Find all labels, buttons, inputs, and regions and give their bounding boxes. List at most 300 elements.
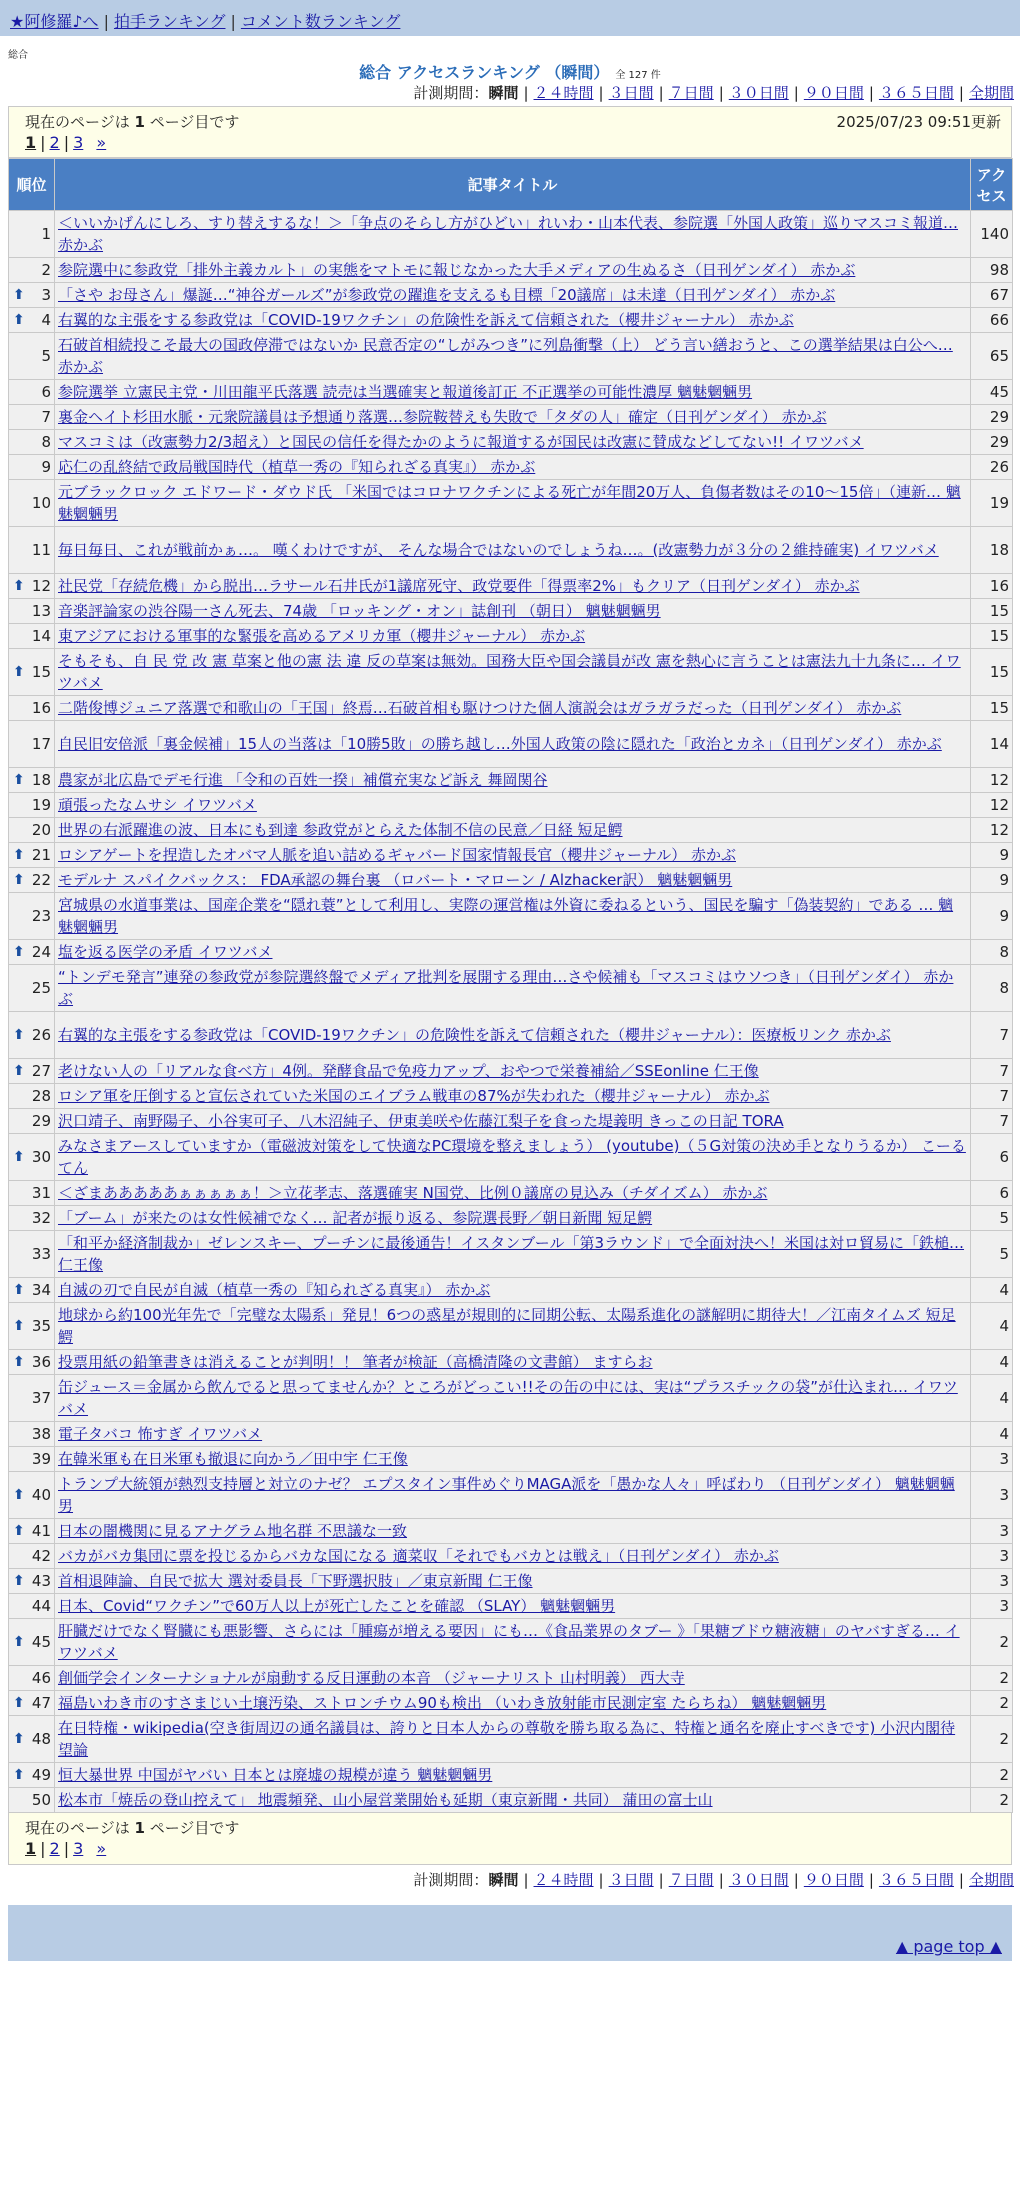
access-count: 15: [971, 696, 1013, 721]
article-link[interactable]: 在日特権・wikipedia(空き街周辺の通名議員は、誇りと日本人からの尊敬を勝ち取る為に、特権と通名を廃止すべきです) 小沢内閣待望論: [58, 1719, 956, 1759]
page-separator: [83, 133, 96, 152]
article-link[interactable]: 右翼的な主張をする参政党は「COVID-19ワクチン」の危険性を訴えて信頼された（櫻井ジャーナル） 赤かぶ: [58, 311, 794, 329]
rank-up-arrow-icon: ⬆: [13, 1027, 25, 1043]
rank-number: 18: [31, 771, 51, 789]
period-option-6[interactable]: 全期間: [968, 1871, 1014, 1889]
title-cell: [55, 1447, 971, 1472]
article-link[interactable]: 二階俊博ジュニア落選で和歌山の「王国」終焉…石破首相も駆けつけた個人演説会はガラガラだった（日刊ゲンダイ） 赤かぶ: [58, 699, 902, 717]
rank-cell: [9, 1763, 55, 1788]
period-option-1[interactable]: ３日間: [608, 84, 654, 102]
pager-bottom: [8, 1813, 1012, 1865]
table-row: [9, 333, 1013, 380]
article-link[interactable]: 元ブラックロック エドワード・ダウド氏 「米国ではコロナワクチンによる死亡が年間20万人、負傷者数はその10～15倍」（連新… 魑魅魍魎男: [58, 483, 961, 523]
rank-number: 12: [31, 577, 51, 595]
table-row: [9, 1716, 1013, 1763]
period-current: 瞬間: [488, 84, 519, 102]
period-separator: |: [718, 1871, 724, 1889]
table-row: [9, 1619, 1013, 1666]
table-row: [9, 1447, 1013, 1472]
period-separator: |: [658, 84, 664, 102]
period-separator: |: [718, 84, 724, 102]
article-link[interactable]: 社民党「存続危機」から脱出…ラサール石井氏が1議席死守、政党要件「得票率2%」もクリア（日刊ゲンダイ） 赤かぶ: [58, 577, 860, 595]
rank-number: 9: [41, 458, 51, 476]
rank-up-arrow-icon: ⬆: [13, 1149, 25, 1165]
rank-cell: [9, 868, 55, 893]
rank-number: 41: [31, 1522, 51, 1540]
table-row: [9, 1422, 1013, 1447]
access-count: 29: [971, 430, 1013, 455]
page-links: [25, 133, 995, 152]
table-row: [9, 965, 1013, 1012]
table-row: [9, 1569, 1013, 1594]
next-page-link[interactable]: »: [96, 133, 107, 152]
article-link[interactable]: 恒大暴世界 中国がヤバい 日本とは廃墟の規模が違う 魑魅魍魎男: [58, 1766, 493, 1784]
title-cell: [55, 1788, 971, 1813]
article-link[interactable]: 東アジアにおける軍事的な緊張を高めるアメリカ軍（櫻井ジャーナル） 赤かぶ: [58, 627, 586, 645]
title-cell: [55, 1472, 971, 1519]
article-link[interactable]: 投票用紙の鉛筆書きは消えることが判明！！ 筆者が検証（高橋清隆の文書館） ますらお: [58, 1353, 653, 1371]
title-cell: [55, 1231, 971, 1278]
article-link[interactable]: 福島いわき市のすさまじい土壌汚染、ストロンチウム90も検出 （いわき放射能市民測定室 たらちね） 魑魅魍魎男: [58, 1694, 827, 1712]
access-count: 2: [971, 1666, 1013, 1691]
table-row: [9, 1206, 1013, 1231]
period-separator: |: [523, 1871, 529, 1889]
article-link[interactable]: モデルナ スパイクバックス： FDA承認の舞台裏 （ロバート・マローン / Alzhacker訳） 魑魅魍魎男: [58, 871, 733, 889]
period-option-5[interactable]: ３６５日間: [878, 84, 954, 102]
title-cell: [55, 843, 971, 868]
rank-number: 19: [31, 796, 51, 814]
access-count: 7: [971, 1084, 1013, 1109]
access-count: 7: [971, 1109, 1013, 1134]
col-header-title: 記事タイトル: [55, 159, 971, 211]
access-count: 4: [971, 1422, 1013, 1447]
rank-up-arrow-icon: ⬆: [13, 1318, 25, 1334]
access-count: 14: [971, 721, 1013, 768]
rank-cell: [9, 1569, 55, 1594]
total-count: 全 127 件: [615, 70, 661, 81]
article-link[interactable]: 農家が北広島でデモ行進 「令和の百姓一揆」補償充実など訴え 舞岡関谷: [58, 771, 548, 789]
page-separator: |: [40, 133, 46, 152]
access-count: 6: [971, 1134, 1013, 1181]
home-link[interactable]: ★阿修羅♪へ: [10, 12, 99, 31]
access-count: 19: [971, 480, 1013, 527]
access-count: 4: [971, 1278, 1013, 1303]
access-count: 9: [971, 868, 1013, 893]
rank-number: 46: [31, 1669, 51, 1687]
title-cell: [55, 258, 971, 283]
period-option-0[interactable]: ２４時間: [533, 84, 594, 102]
title-cell: [55, 405, 971, 430]
article-link[interactable]: 松本市「焼岳の登山控えて」 地震頻発、山小屋営業開始も延期（東京新聞・共同） 蒲田の富士山: [58, 1791, 713, 1809]
period-separator: |: [598, 1871, 604, 1889]
period-option-4[interactable]: ９０日間: [803, 84, 864, 102]
rank-cell: [9, 1278, 55, 1303]
table-row: [9, 1109, 1013, 1134]
rank-number: 49: [31, 1766, 51, 1784]
table-row: [9, 868, 1013, 893]
table-row: [9, 793, 1013, 818]
rank-up-arrow-icon: ⬆: [13, 1731, 25, 1747]
table-row: [9, 211, 1013, 258]
article-link[interactable]: 塩を返る医学の矛盾 イワツバメ: [58, 943, 273, 961]
table-row: [9, 1134, 1013, 1181]
title-cell: [55, 1691, 971, 1716]
ranking-table: [8, 158, 1013, 1813]
access-count: 45: [971, 380, 1013, 405]
title-cell: [55, 283, 971, 308]
access-count: 8: [971, 940, 1013, 965]
rank-up-arrow-icon: ⬆: [13, 1573, 25, 1589]
rank-number: 50: [31, 1791, 51, 1809]
title-cell: [55, 696, 971, 721]
table-row: [9, 818, 1013, 843]
title-cell: [55, 1278, 971, 1303]
title-cell: [55, 1594, 971, 1619]
rank-cell: [9, 940, 55, 965]
rank-cell: [9, 283, 55, 308]
access-count: 7: [971, 1012, 1013, 1059]
table-row: [9, 1231, 1013, 1278]
table-row: [9, 649, 1013, 696]
table-row: [9, 258, 1013, 283]
rank-cell: [9, 308, 55, 333]
access-count: 66: [971, 308, 1013, 333]
rank-number: 21: [31, 846, 51, 864]
rank-number: 14: [31, 627, 51, 645]
title-cell: [55, 574, 971, 599]
title-cell: [55, 1519, 971, 1544]
table-row: [9, 1350, 1013, 1375]
period-option-0[interactable]: ２４時間: [533, 1871, 594, 1889]
period-separator: |: [793, 84, 799, 102]
table-row: [9, 696, 1013, 721]
title-cell: [55, 793, 971, 818]
rank-cell: [9, 1544, 55, 1569]
rank-number: 40: [31, 1486, 51, 1504]
article-link[interactable]: 日本の闇機関に見るアナグラム地名群 不思議な一致: [58, 1522, 408, 1540]
col-header-access: アクセス: [971, 159, 1013, 211]
next-page-link[interactable]: »: [96, 1839, 107, 1858]
rank-cell: [9, 1447, 55, 1472]
article-link[interactable]: 地球から約100光年先で「完璧な太陽系」発見！6つの惑星が規則的に同期公転、太陽系進化の謎解明に期待大！／江南タイムズ 短足鰐: [58, 1306, 956, 1346]
article-link[interactable]: 電子タバコ 怖すぎ イワツバメ: [58, 1425, 263, 1443]
rank-number: 39: [31, 1450, 51, 1468]
rank-number: 4: [41, 311, 51, 329]
page-link-2[interactable]: 2: [49, 133, 60, 152]
table-row: [9, 1594, 1013, 1619]
rank-cell: [9, 1134, 55, 1181]
rank-cell: [9, 1012, 55, 1059]
table-row: [9, 1278, 1013, 1303]
article-link[interactable]: 自滅の刃で自民が自滅（植草一秀の『知られざる真実』） 赤かぶ: [58, 1281, 491, 1299]
rank-number: 2: [41, 261, 51, 279]
article-link[interactable]: 裏金ヘイト杉田水脈・元衆院議員は予想通り落選…参院鞍替えも失敗で「タダの人」確定（日刊ゲンダイ） 赤かぶ: [58, 408, 827, 426]
period-separator: |: [958, 84, 964, 102]
access-count: 3: [971, 1472, 1013, 1519]
article-link[interactable]: 在韓米軍も在日米軍も撤退に向かう／田中宇 仁王像: [58, 1450, 408, 1468]
title-cell: [55, 868, 971, 893]
rank-cell: [9, 574, 55, 599]
rank-cell: [9, 1109, 55, 1134]
table-row: [9, 624, 1013, 649]
rank-cell: [9, 1059, 55, 1084]
current-page-number: 1: [134, 113, 145, 131]
title-cell: [55, 1716, 971, 1763]
page-top-link[interactable]: ▲ page top ▲: [895, 1937, 1002, 1956]
rank-cell: [9, 1084, 55, 1109]
table-row: [9, 1012, 1013, 1059]
period-separator: |: [958, 1871, 964, 1889]
title-cell: [55, 1619, 971, 1666]
table-row: [9, 1472, 1013, 1519]
article-link[interactable]: 缶ジュース＝金属から飲んでると思ってませんか？ところがどっこい!!その缶の中には、実は“プラスチックの袋”が仕込まれ… イワツバメ: [58, 1378, 958, 1418]
page-link-3[interactable]: 3: [73, 133, 84, 152]
article-link[interactable]: 参院選挙 立憲民主党・川田龍平氏落選 読売は当選確実と報道後訂正 不正選挙の可能性濃厚 魑魅魍魎男: [58, 383, 753, 401]
period-label: 計測期間：: [413, 84, 489, 102]
period-option-3[interactable]: ３０日間: [728, 1871, 789, 1889]
rank-number: 29: [31, 1112, 51, 1130]
table-row: [9, 430, 1013, 455]
access-count: 26: [971, 455, 1013, 480]
comment-ranking-link[interactable]: コメント数ランキング: [240, 12, 401, 31]
title-cell: [55, 333, 971, 380]
rank-up-arrow-icon: ⬆: [13, 664, 25, 680]
access-count: 16: [971, 574, 1013, 599]
rank-up-arrow-icon: ⬆: [13, 772, 25, 788]
title-cell: [55, 965, 971, 1012]
rank-cell: [9, 1206, 55, 1231]
article-link[interactable]: “トンデモ発言”連発の参政党が参院選終盤でメディア批判を展開する理由…さや候補も「マスコミはウソつき」（日刊ゲンダイ） 赤かぶ: [58, 968, 954, 1008]
title-cell: [55, 1422, 971, 1447]
rank-number: 27: [31, 1062, 51, 1080]
article-link[interactable]: 「さや お母さん」爆誕…“神谷ガールズ”が参政党の躍進を支えるも目標「20議席」は未達（日刊ゲンダイ） 赤かぶ: [58, 286, 836, 304]
table-row: [9, 308, 1013, 333]
rank-cell: [9, 1788, 55, 1813]
article-link[interactable]: ロシア軍を圧倒すると宣伝されていた米国のエイブラム戦車の87%が失われた（櫻井ジャーナル） 赤かぶ: [58, 1087, 770, 1105]
table-row: [9, 893, 1013, 940]
access-count: 4: [971, 1303, 1013, 1350]
page-separator: |: [40, 1839, 46, 1858]
rank-number: 33: [31, 1245, 51, 1263]
rank-number: 10: [31, 494, 51, 512]
page-current: 1: [25, 133, 37, 152]
table-row: [9, 1059, 1013, 1084]
rank-number: 5: [41, 347, 51, 365]
article-link[interactable]: 宮城県の水道事業は、国産企業を“隠れ蓑”として利用し、実際の運営権は外資に委ねるという、国民を騙す「偽装契約」である … 魑魅魍魎男: [58, 896, 954, 936]
title-cell: [55, 721, 971, 768]
access-count: 5: [971, 1206, 1013, 1231]
page-link-2[interactable]: 2: [49, 1839, 60, 1858]
access-count: 9: [971, 843, 1013, 868]
period-current: 瞬間: [488, 1871, 519, 1889]
article-link[interactable]: 「和平か経済制裁か」ゼレンスキー、プーチンに最後通告！イスタンブール「第3ラウンド」で全面対決へ！米国は対ロ貿易に「鉄槌… 仁王像: [58, 1234, 965, 1274]
title-cell: [55, 1350, 971, 1375]
rank-up-arrow-icon: ⬆: [13, 312, 25, 328]
access-count: 2: [971, 1691, 1013, 1716]
article-link[interactable]: そもそも、自 民 党 改 憲 草案と他の憲 法 違 反の草案は無効。国務大臣や国会議員が改 憲を熱心に言うことは憲法九十九条に… イワツバメ: [58, 652, 961, 692]
table-row: [9, 768, 1013, 793]
period-option-6[interactable]: 全期間: [968, 84, 1014, 102]
article-link[interactable]: ＜いいかげんにしろ、すり替えするな！＞「争点のそらし方がひどい」れいわ・山本代表、参院選「外国人政策」巡りマスコミ報道… 赤かぶ: [58, 214, 959, 254]
access-count: 9: [971, 893, 1013, 940]
rank-number: 25: [31, 979, 51, 997]
title-cell: [55, 1012, 971, 1059]
title-cell: [55, 455, 971, 480]
article-link[interactable]: 右翼的な主張をする参政党は「COVID-19ワクチン」の危険性を訴えて信頼された（櫻井ジャーナル）：医療板リンク 赤かぶ: [58, 1026, 891, 1044]
access-count: 12: [971, 768, 1013, 793]
article-link[interactable]: 沢口靖子、南野陽子、小谷実可子、八木沼純子、伊東美咲や佐藤江梨子を食った堤義明 きっこの日記 TORA: [58, 1112, 784, 1130]
rank-number: 26: [31, 1026, 51, 1044]
rank-number: 34: [31, 1281, 51, 1299]
article-link[interactable]: 頑張ったなムサシ イワツバメ: [58, 796, 257, 814]
rank-number: 11: [31, 541, 51, 559]
title-cell: [55, 1059, 971, 1084]
rank-number: 16: [31, 699, 51, 717]
article-link[interactable]: 首相退陣論、自民で拡大 選対委員長「下野選択肢」／東京新聞 仁王像: [58, 1572, 533, 1590]
access-count: 6: [971, 1181, 1013, 1206]
page-separator: |: [63, 1839, 70, 1858]
rank-cell: [9, 843, 55, 868]
article-link[interactable]: 参院選中に参政党「排外主義カルト」の実態をマトモに報じなかった大手メディアの生ぬるさ（日刊ゲンダイ） 赤かぶ: [58, 261, 856, 279]
article-link[interactable]: 世界の右派躍進の波、日本にも到達 参政党がとらえた体制不信の民意／日経 短足鰐: [58, 821, 623, 839]
access-count: 140: [971, 211, 1013, 258]
rank-up-arrow-icon: ⬆: [13, 578, 25, 594]
rank-number: 15: [31, 663, 51, 681]
title-cell: [55, 1181, 971, 1206]
article-link[interactable]: 創価学会インターナショナルが扇動する反日運動の本音 （ジャーナリスト 山村明義） 西大寺: [58, 1669, 685, 1687]
access-count: 15: [971, 624, 1013, 649]
table-row: [9, 1666, 1013, 1691]
rank-up-arrow-icon: ⬆: [13, 1354, 25, 1370]
access-count: 12: [971, 793, 1013, 818]
title-cell: [55, 380, 971, 405]
title-cell: [55, 768, 971, 793]
table-row: [9, 405, 1013, 430]
page-links: [25, 1839, 995, 1858]
article-link[interactable]: 応仁の乱終結で政局戦国時代（植草一秀の『知られざる真実』） 赤かぶ: [58, 458, 536, 476]
rank-cell: [9, 430, 55, 455]
rank-cell: [9, 1422, 55, 1447]
current-page-suffix: ページ目です: [149, 1819, 240, 1837]
period-option-4[interactable]: ９０日間: [803, 1871, 864, 1889]
rank-up-arrow-icon: ⬆: [13, 872, 25, 888]
period-option-1[interactable]: ３日間: [608, 1871, 654, 1889]
rank-cell: [9, 258, 55, 283]
rank-cell: [9, 1231, 55, 1278]
article-link[interactable]: 「ブーム」が来たのは女性候補でなく… 記者が振り返る、参院選長野／朝日新聞 短足鰐: [58, 1209, 653, 1227]
title-cell: [55, 624, 971, 649]
rank-number: 42: [31, 1547, 51, 1565]
period-selector-top: [0, 82, 1020, 106]
article-link[interactable]: 音楽評論家の渋谷陽一さん死去、74歳 「ロッキング・オン」誌創刊 （朝日） 魑魅魍魎男: [58, 602, 661, 620]
article-link[interactable]: マスコミは（改憲勢力2/3超え）と国民の信任を得たかのように報道するが国民は改憲に賛成などしてない!! イワツバメ: [58, 433, 864, 451]
rank-cell: [9, 1472, 55, 1519]
table-row: [9, 721, 1013, 768]
title-cell: [55, 308, 971, 333]
period-option-5[interactable]: ３６５日間: [878, 1871, 954, 1889]
article-link[interactable]: 肝臓だけでなく腎臓にも悪影響、さらには「腫瘍が増える要因」にも…《食品業界のタブー 》「果糖ブドウ糖液糖」のヤバすぎる… イワツバメ: [58, 1622, 960, 1662]
rank-cell: [9, 893, 55, 940]
rank-cell: [9, 624, 55, 649]
applause-ranking-link[interactable]: 拍手ランキング: [113, 12, 226, 31]
table-row: [9, 1519, 1013, 1544]
article-link[interactable]: 自民旧安倍派「裏金候補」15人の当落は「10勝5敗」の勝ち越し…外国人政策の陰に隠れた「政治とカネ」（日刊ゲンダイ） 赤かぶ: [58, 735, 942, 753]
rank-cell: [9, 333, 55, 380]
access-count: 12: [971, 818, 1013, 843]
col-header-rank: 順位: [9, 159, 55, 211]
table-row: [9, 1303, 1013, 1350]
period-option-2[interactable]: ７日間: [668, 1871, 714, 1889]
table-row: [9, 1544, 1013, 1569]
nav-separator: |: [103, 12, 109, 31]
period-option-3[interactable]: ３０日間: [728, 84, 789, 102]
access-count: 3: [971, 1569, 1013, 1594]
article-link[interactable]: 日本、Covid“ワクチン”で60万人以上が死亡したことを確認 （SLAY） 魑魅魍魎男: [58, 1597, 616, 1615]
access-count: 67: [971, 283, 1013, 308]
article-link[interactable]: 毎日毎日、これが戦前かぁ…。 嘆くわけですが、 そんな場合ではないのでしょうね…。(改憲勢力が３分の２維持確実) イワツバメ: [58, 541, 939, 559]
rank-cell: [9, 405, 55, 430]
title-cell: [55, 480, 971, 527]
period-separator: |: [868, 84, 874, 102]
title-cell: [55, 527, 971, 574]
rank-cell: [9, 1619, 55, 1666]
page-link-3[interactable]: 3: [73, 1839, 84, 1858]
access-count: 15: [971, 649, 1013, 696]
title-cell: [55, 1206, 971, 1231]
rank-cell: [9, 1594, 55, 1619]
rank-number: 38: [31, 1425, 51, 1443]
article-link[interactable]: バカがバカ集団に票を投じるからバカな国になる 適菜収「それでもバカとは戦え」（日刊ゲンダイ） 赤かぶ: [58, 1547, 779, 1565]
nav-separator: |: [230, 12, 236, 31]
rank-number: 20: [31, 821, 51, 839]
rank-cell: [9, 1350, 55, 1375]
access-count: 3: [971, 1447, 1013, 1472]
access-count: 8: [971, 965, 1013, 1012]
rank-up-arrow-icon: ⬆: [13, 1063, 25, 1079]
article-link[interactable]: 老けない人の「リアルな食べ方」4例。発酵食品で免疫力アップ、おやつで栄養補給／SSEonline 仁王像: [58, 1062, 759, 1080]
title-cell: [55, 1666, 971, 1691]
access-count: 3: [971, 1544, 1013, 1569]
access-count: 3: [971, 1594, 1013, 1619]
rank-number: 31: [31, 1184, 51, 1202]
bottom-bar: [8, 1905, 1012, 1935]
rank-up-arrow-icon: ⬆: [13, 287, 25, 303]
page-separator: |: [63, 133, 70, 152]
table-row: [9, 574, 1013, 599]
article-link[interactable]: みなさまアースしていますか（電磁波対策をして快適なPC環境を整えましょう） (youtube)（５G対策の決め手となりうるか） こーるてん: [58, 1137, 966, 1177]
rank-cell: [9, 768, 55, 793]
article-link[interactable]: トランプ大統領が熱烈支持層と対立のナゼ？ エプスタイン事件めぐりMAGA派を「愚かな人々」呼ばわり （日刊ゲンダイ） 魑魅魍魎男: [58, 1475, 955, 1515]
access-count: 2: [971, 1716, 1013, 1763]
article-link[interactable]: ＜ざまあああああぁぁぁぁぁ！＞立花孝志、落選確実 N国党、比例０議席の見込み（チダイズム） 赤かぶ: [58, 1184, 768, 1202]
rank-number: 35: [31, 1317, 51, 1335]
pagetop-bar: [8, 1935, 1012, 1961]
period-option-2[interactable]: ７日間: [668, 84, 714, 102]
rank-number: 23: [31, 907, 51, 925]
category-label: 総合: [8, 50, 28, 61]
rank-cell: [9, 818, 55, 843]
article-link[interactable]: 石破首相続投こそ最大の国政停滞ではないか 民意否定の“しがみつき”に列島衝撃（上） どう言い繕おうと、この選挙結果は白公へ… 赤かぶ: [58, 336, 953, 376]
rank-cell: [9, 1716, 55, 1763]
article-link[interactable]: ロシアゲートを捏造したオバマ人脈を追い詰めるギャバード国家情報長官（櫻井ジャーナル） 赤かぶ: [58, 846, 736, 864]
access-count: 4: [971, 1375, 1013, 1422]
rank-cell: [9, 599, 55, 624]
rank-up-arrow-icon: ⬆: [13, 944, 25, 960]
page-title: 総合 アクセスランキング （瞬間）: [359, 63, 610, 82]
page-separator: [83, 1839, 96, 1858]
rank-cell: [9, 1375, 55, 1422]
rank-cell: [9, 211, 55, 258]
